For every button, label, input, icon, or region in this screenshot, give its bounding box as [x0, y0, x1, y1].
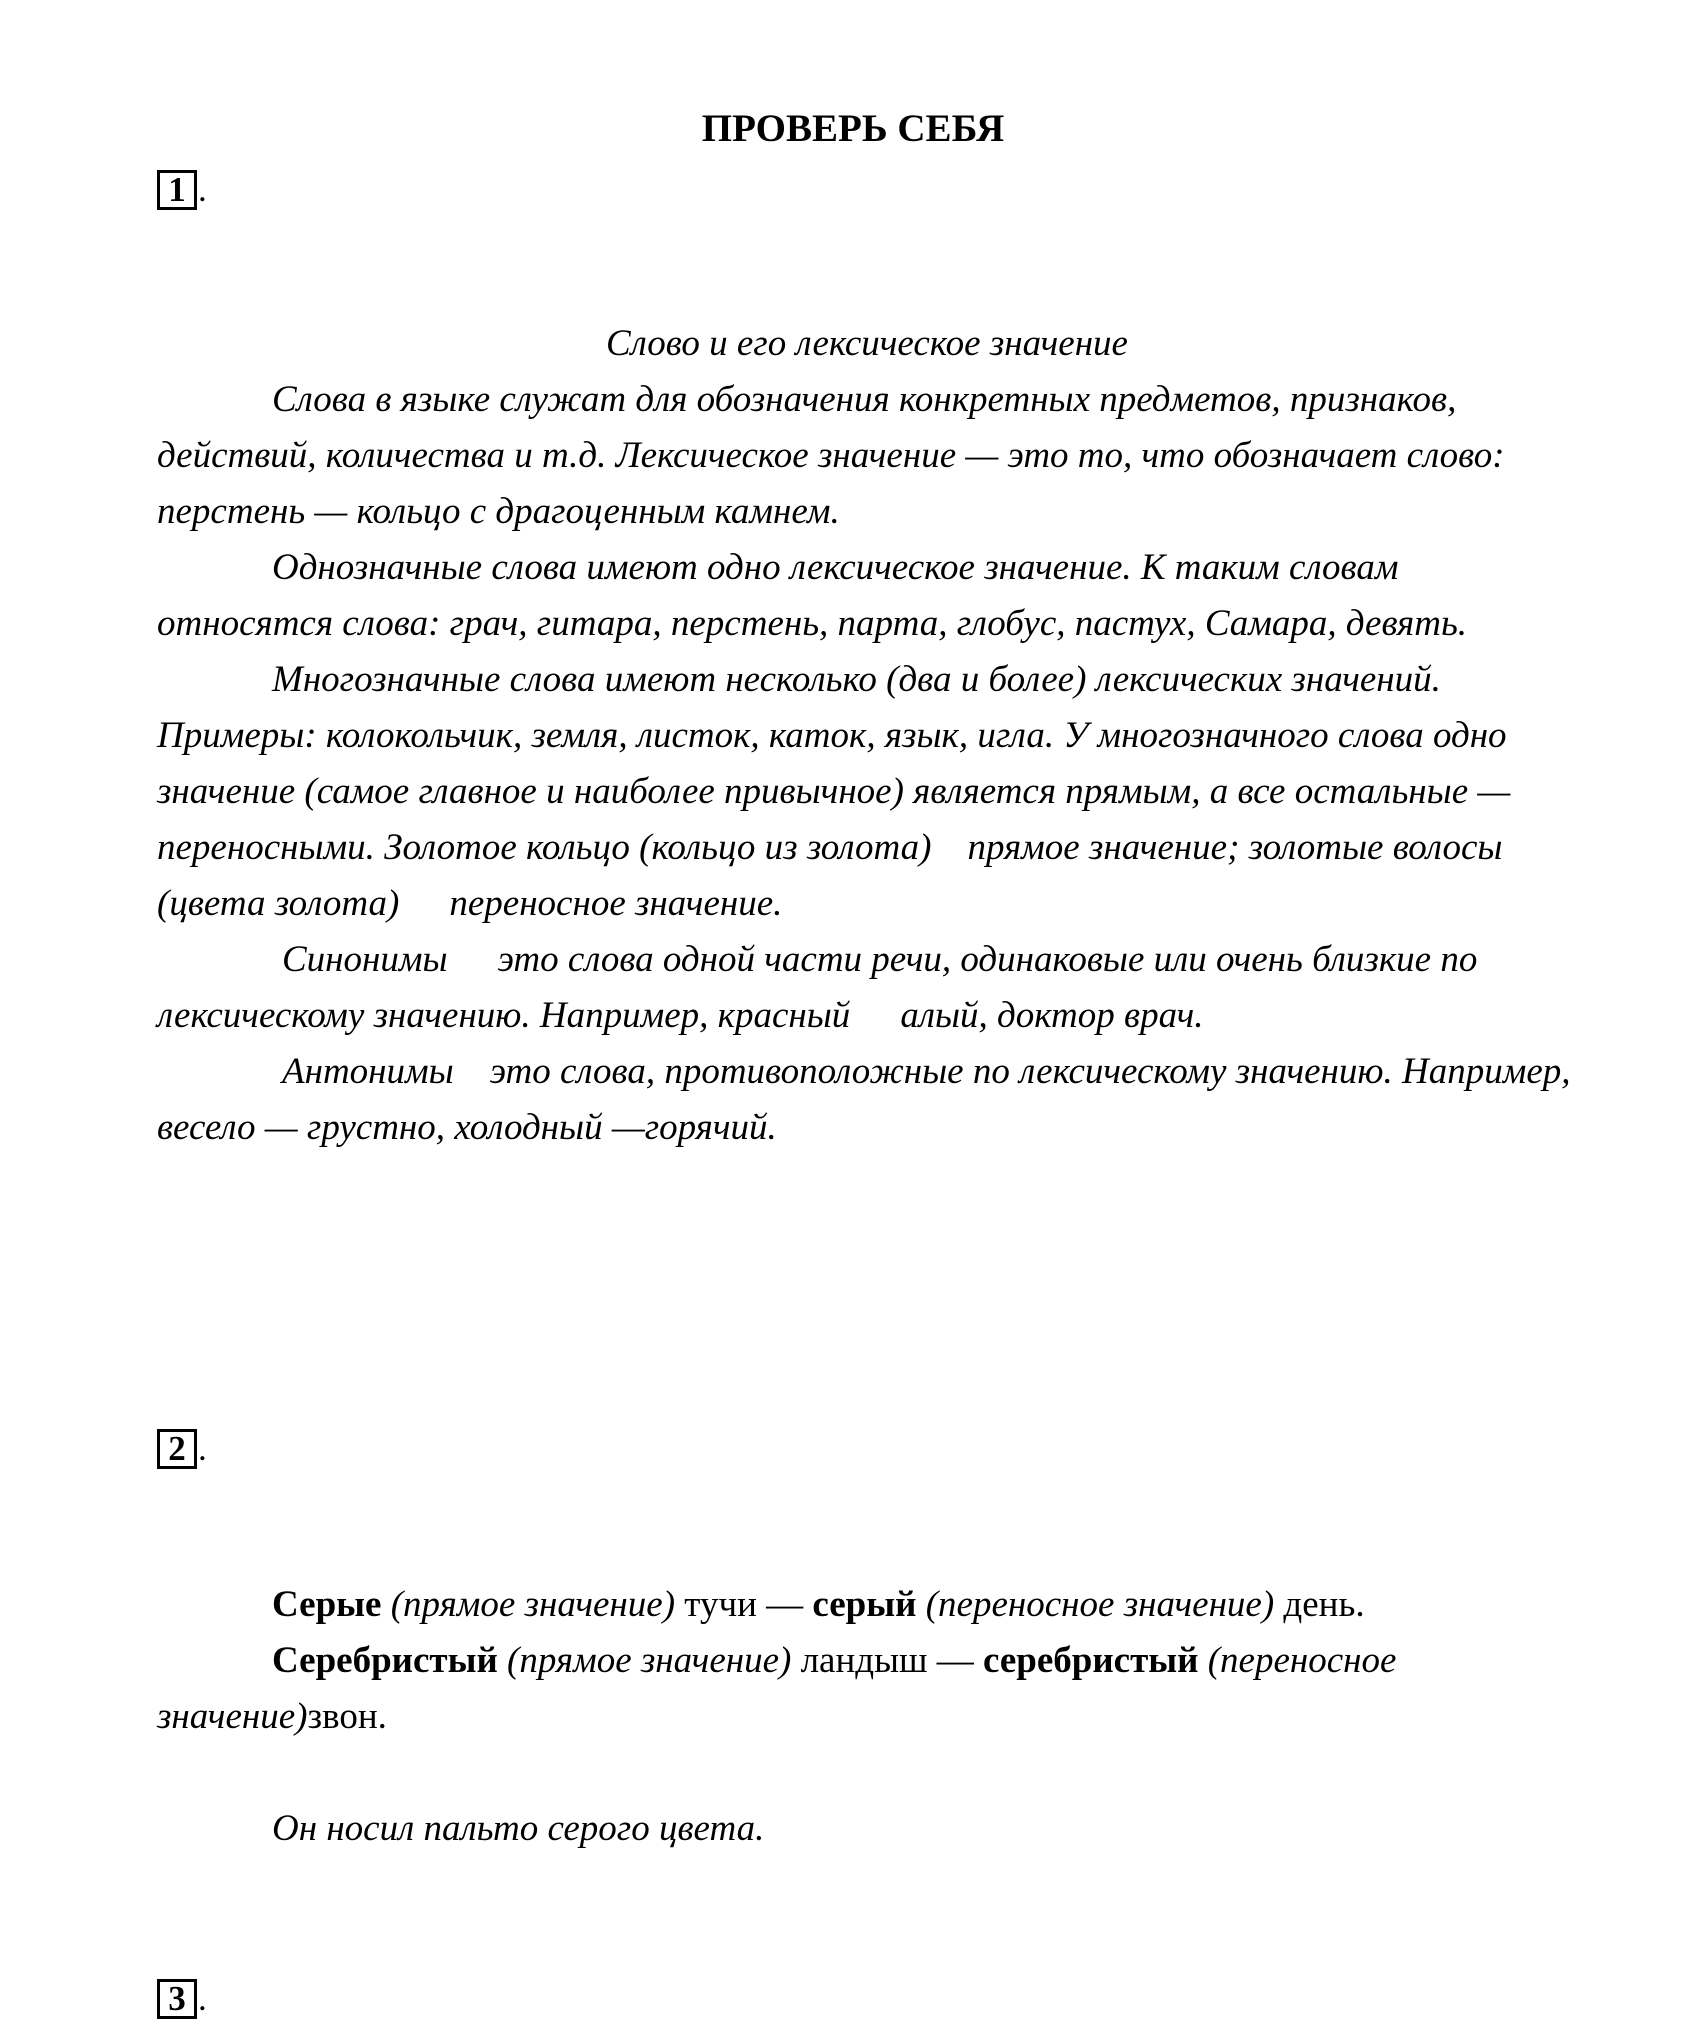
section-1-heading: Слово и его лексическое значение [606, 323, 1128, 364]
section-number-3: 3 . [157, 1979, 207, 2019]
section-number-2: 2 . [157, 1429, 207, 1469]
paragraph-antonyms: Антонимы это слова, противоположные по лексическому значению. Например, весело — грустно, холодный —горячий. [157, 1051, 1571, 1148]
section-number-box: 3 [157, 1979, 197, 2019]
section-number-box: 1 [157, 170, 197, 210]
section-1-text [157, 316, 1577, 1156]
example-line-grey: Серые (прямое значение) тучи — серый (переносное значение) день. [272, 1584, 1365, 1625]
page-title: ПРОВЕРЬ СЕБЯ [701, 107, 1005, 150]
paragraph-synonyms: Синонимы это слова одной части речи, одинаковые или очень близкие по лексическому значению. Например, красный алый, доктор врач. [157, 939, 1478, 1036]
section-2-text [157, 1577, 1577, 1745]
paragraph-monosemous: Однозначные слова имеют одно лексическое значение. К таким словам относятся слова: грач, гитара, перстень, парта, глобус, пастух, Самара, девять. [157, 547, 1468, 644]
paragraph-polysemous: Многозначные слова имеют несколько (два и более) лексических значений. Примеры: колокольчик, земля, листок, каток, язык, игла. У многозначного слова одно значение (самое главное и наиболее привычное) является прямым, а все остальные — переносными. Золотое кольцо (кольцо из золота) прямое значение; золотые волосы (цвета золота) переносное значение. [157, 659, 1511, 924]
section-number-box: 2 [157, 1429, 197, 1469]
section-number-1: 1 . [157, 170, 207, 210]
example-line-silver: Серебристый (прямое значение) ландыш — серебристый (переносное значение)звон. [157, 1640, 1397, 1737]
example-sentence: Он носил пальто серого цвета. [272, 1808, 765, 1849]
section-2-sentence-block [157, 1801, 1577, 1857]
paragraph-lexical-meaning: Слова в языке служат для обозначения конкретных предметов, признаков, действий, количества и т.д. Лексическое значение — это то, что обозначает слово: перстень — кольцо с драгоценным камнем. [157, 379, 1505, 532]
